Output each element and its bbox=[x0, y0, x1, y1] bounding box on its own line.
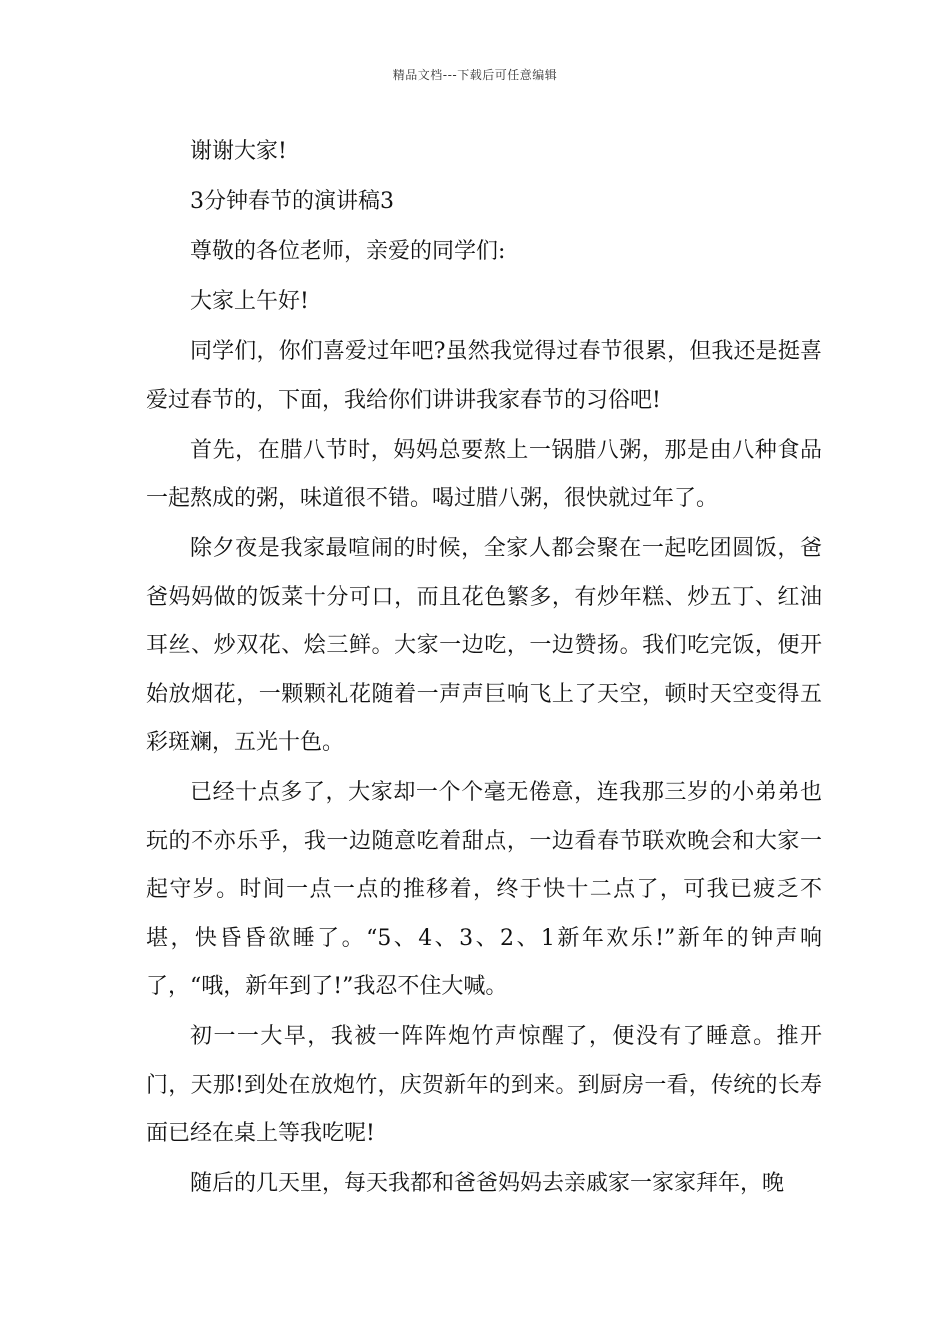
paragraph-laba: 首先，在腊八节时，妈妈总要熬上一锅腊八粥，那是由八种食品一起熬成的粥，味道很不错。喝过腊八粥，很快就过年了。 bbox=[146, 437, 822, 511]
paragraph-midnight: 已经十点多了，大家却一个个毫无倦意，连我那三岁的小弟弟也玩的不亦乐乎，我一边随意吃着甜点，一边看春节联欢晚会和大家一起守岁。时间一点一点的推移着，终于快十二点了，可我已疲乏不堪，快昏昏欲睡了。“5、4、3、2、1新年欢乐!”新年的钟声响了，“哦，新年到了!”我忍不住大喊。 bbox=[146, 780, 822, 999]
paragraph-visits: 随后的几天里，每天我都和爸爸妈妈去亲戚家一家家拜年，晚 bbox=[190, 1171, 785, 1196]
page-header: 精品文档---下载后可任意编辑 bbox=[392, 68, 558, 82]
paragraph-first-day: 初一一大早，我被一阵阵炮竹声惊醒了，便没有了睡意。推开门，天那!到处在放炮竹，庆贺新年的到来。到厨房一看，传统的长寿面已经在桌上等我吃呢! bbox=[146, 1024, 822, 1146]
paragraph-new-years-eve: 除夕夜是我家最喧闹的时候，全家人都会聚在一起吃团圆饭，爸爸妈妈做的饭菜十分可口，而且花色繁多，有炒年糕、炒五丁、红油耳丝、炒双花、烩三鲜。大家一边吃，一边赞扬。我们吃完饭，便开始放烟花，一颗颗礼花随着一声声巨响飞上了天空，顿时天空变得五彩斑斓，五光十色。 bbox=[146, 536, 822, 755]
document-body bbox=[146, 128, 822, 1210]
paragraph-greeting: 大家上午好! bbox=[190, 289, 309, 314]
paragraph-salutation: 尊敬的各位老师，亲爱的同学们: bbox=[190, 239, 506, 264]
paragraph-title: 3分钟春节的演讲稿3 bbox=[190, 189, 394, 214]
paragraph-thanks: 谢谢大家! bbox=[190, 139, 287, 164]
paragraph-intro: 同学们，你们喜爱过年吧?虽然我觉得过春节很累，但我还是挺喜爱过春节的，下面，我给你们讲讲我家春节的习俗吧! bbox=[146, 339, 822, 413]
